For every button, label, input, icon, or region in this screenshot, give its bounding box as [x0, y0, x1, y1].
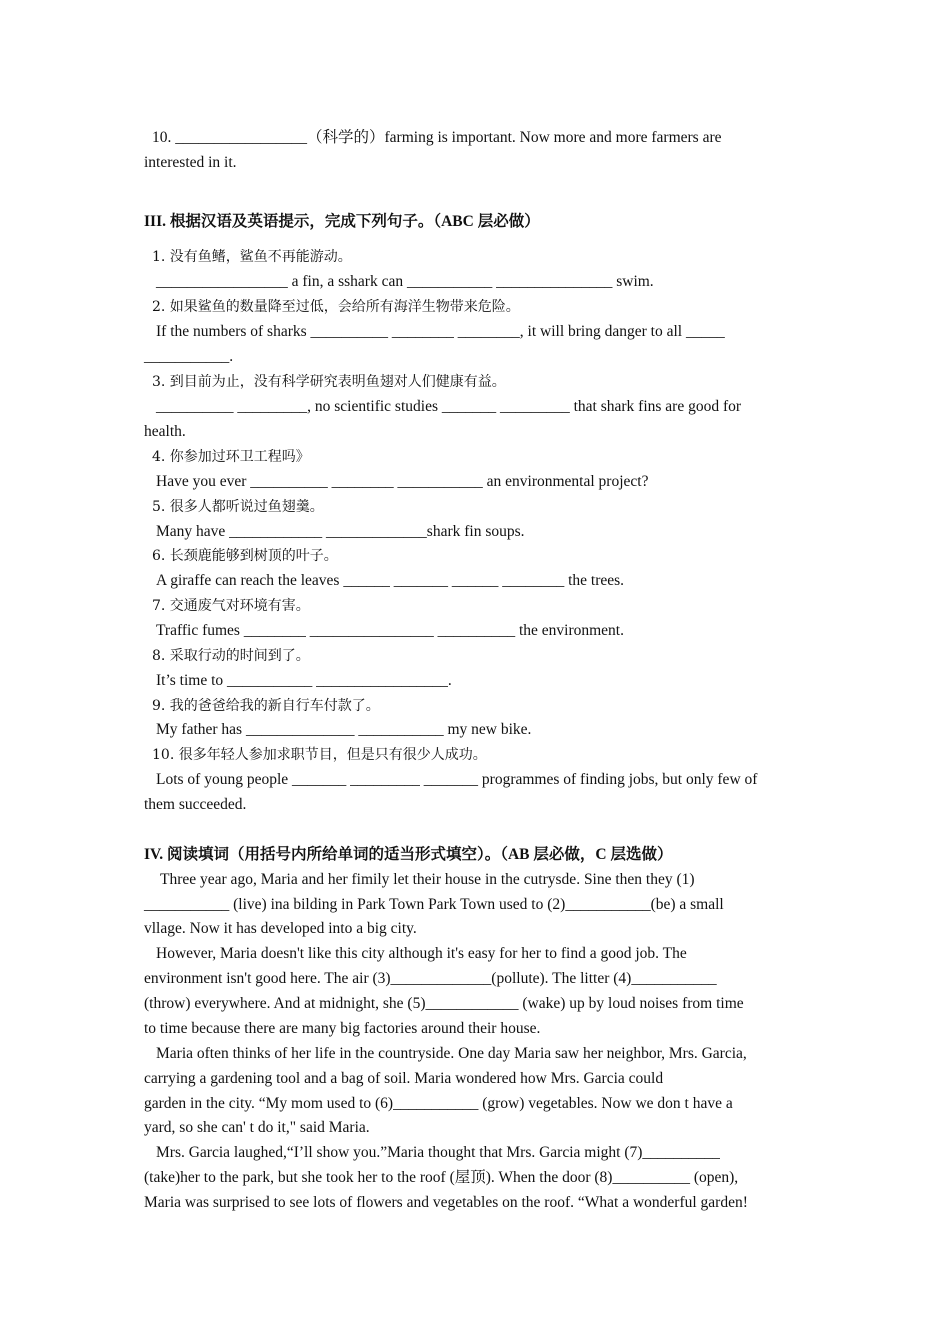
- s4-para1-line2: ___________ (live) ina bilding in Park Town Park Town used to (2)___________(be) a small: [144, 896, 724, 913]
- s3-item10-en-cont: them succeeded.: [144, 796, 247, 813]
- s3-item10-cn: 10. 很多年轻人参加求职节目，但是只有很少人成功。: [152, 747, 487, 763]
- s3-item9-en: My father has ______________ ___________ my new bike.: [156, 721, 532, 738]
- s3-item4-cn: 4. 你参加过环卫工程吗》: [152, 449, 310, 465]
- s3-item10-en: Lots of young people _______ _________ _______ programmes of finding jobs, but only few of: [156, 771, 758, 788]
- s3-item1-cn: 1. 没有鱼鳍，鲨鱼不再能游动。: [152, 249, 352, 265]
- s3-item6-cn: 6. 长颈鹿能够到树顶的叶子。: [152, 548, 338, 564]
- s3-item2-en: If the numbers of sharks __________ ________ ________, it will bring danger to all _____: [156, 323, 725, 340]
- s3-item8-cn: 8. 采取行动的时间到了。: [152, 648, 310, 664]
- s3-item7-en: Traffic fumes ________ ________________ __________ the environment.: [156, 622, 624, 639]
- s4-para3-line4: yard, so she can' t do it," said Maria.: [144, 1119, 370, 1136]
- s3-item1-en: _________________ a fin, a sshark can ___________ _______________ swim.: [156, 273, 654, 290]
- s4-para3-line3: garden in the city. “My mom used to (6)___________ (grow) vegetables. Now we don t have a: [144, 1095, 733, 1112]
- s4-para2-line1: However, Maria doesn't like this city although it's easy for her to find a good job. The: [156, 945, 687, 962]
- s4-para2-line4: to time because there are many big factories around their house.: [144, 1020, 541, 1037]
- s4-para2-line2: environment isn't good here. The air (3)_____________(pollute). The litter (4)___________: [144, 970, 717, 987]
- s2-item10-line1: 10. _________________（科学的）farming is important. Now more and more farmers are: [152, 129, 722, 146]
- s4-para3-line2: carrying a gardening tool and a bag of soil. Maria wondered how Mrs. Garcia could: [144, 1070, 664, 1087]
- s3-item5-en: Many have ____________ _____________shark fin soups.: [156, 523, 525, 540]
- s4-para3-line1: Maria often thinks of her life in the countryside. One day Maria saw her neighbor, Mrs. Garcia,: [156, 1045, 747, 1062]
- s3-item7-cn: 7. 交通废气对环境有害。: [152, 598, 310, 614]
- s3-item8-en: It’s time to ___________ _________________.: [156, 672, 452, 689]
- s3-item6-en: A giraffe can reach the leaves ______ _______ ______ ________ the trees.: [156, 572, 625, 589]
- s3-item3-en-cont: health.: [144, 423, 186, 440]
- s3-item2-cn: 2. 如果鲨鱼的数量降至过低，会给所有海洋生物带来危险。: [152, 299, 520, 315]
- s3-item3-en: __________ _________, no scientific studies _______ _________ that shark fins are good for: [156, 398, 742, 415]
- s2-item10-line2: interested in it.: [144, 154, 237, 171]
- s4-para1-line1: Three year ago, Maria and her fimily let their house in the cutrysde. Sine then they (1): [160, 871, 695, 888]
- s3-item2-en-cont: ___________.: [144, 348, 234, 365]
- s4-para1-line3: vllage. Now it has developed into a big city.: [144, 920, 417, 937]
- s4-para4-line3: Maria was surprised to see lots of flowers and vegetables on the roof. “What a wonderful garden!: [144, 1194, 748, 1211]
- s3-item3-cn: 3. 到目前为止，没有科学研究表明鱼翅对人们健康有益。: [152, 374, 506, 390]
- section4-heading: IV. 阅读填词（用括号内所给单词的适当形式填空）。（AB 层必做，C 层选做）: [144, 846, 673, 863]
- s4-para4-line2: (take)her to the park, but she took her to the roof (屋顶). When the door (8)__________ (open),: [144, 1169, 739, 1186]
- s3-item4-en: Have you ever __________ ________ ___________ an environmental project?: [156, 473, 649, 490]
- s3-item5-cn: 5. 很多人都听说过鱼翅羹。: [152, 499, 324, 515]
- section3-heading: III. 根据汉语及英语提示，完成下列句子。（ABC 层必做）: [144, 213, 540, 230]
- s4-para4-line1: Mrs. Garcia laughed,“I’ll show you.”Maria thought that Mrs. Garcia might (7)__________: [156, 1144, 720, 1161]
- s3-item9-cn: 9. 我的爸爸给我的新自行车付款了。: [152, 698, 380, 714]
- s4-para2-line3: (throw) everywhere. And at midnight, she (5)____________ (wake) up by loud noises from time: [144, 995, 744, 1012]
